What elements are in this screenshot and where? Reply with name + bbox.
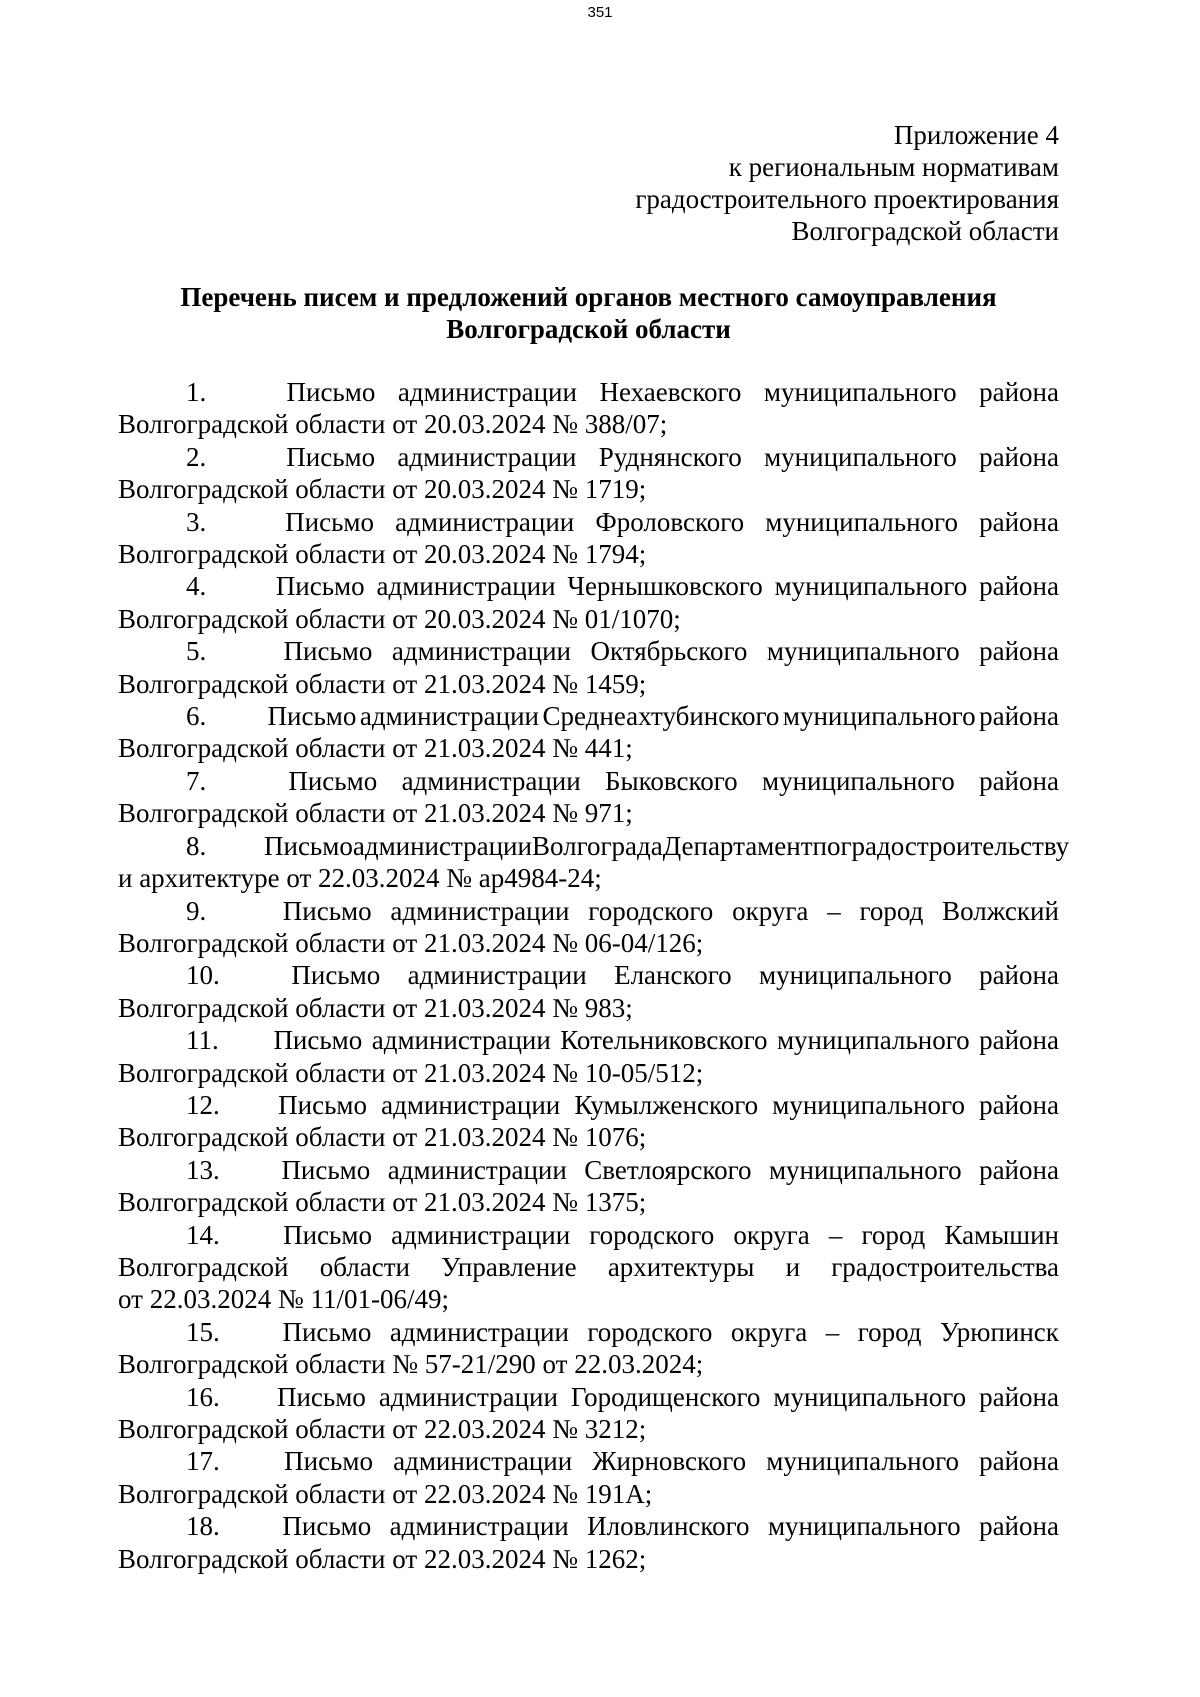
list-item-number: 7. [186,765,207,796]
list-item-word: городского [587,1316,713,1347]
appendix-line: Волгоградской области [791,216,1059,246]
list-item-word: района [979,636,1059,667]
list-item-word: округа [732,895,809,926]
list-item-word: муниципального [766,636,960,667]
appendix-line: Приложение 4 [893,120,1059,150]
list-item-word: муниципального [759,960,952,991]
list-item-word: администрации [376,571,556,602]
list-item-word: муниципального [773,1381,967,1412]
list-item-word: района [979,1511,1059,1542]
list-item [118,700,1059,765]
list-item-word: администрации [378,1381,558,1412]
list-item [118,765,1059,830]
list-item-word: муниципального [774,571,968,602]
appendix-line: градостроительного проектирования [635,184,1059,214]
list-item-word: Письмо [282,1316,372,1347]
list-item-first-line [118,959,1059,991]
list-item-number: 11. [186,1025,219,1056]
list-item-first-line [118,1154,1059,1186]
list-item-word: администрации [393,1446,573,1477]
list-item-continuation: от 22.03.2024 № 11/01-06/49; [118,1284,449,1315]
list-item [118,1316,1059,1381]
list-item-word: Письмо [278,1089,367,1120]
list-item-word: Чернышковского [567,571,763,602]
list-item-word: Среднеахтубинского [542,701,780,732]
list-item-word: Письмо [276,1381,366,1412]
document-title-line: Перечень писем и предложений органов местного самоуправления [180,282,997,312]
list-item-word: Письмо [283,1219,372,1250]
list-item-word: администрации [352,830,532,861]
list-item-word: Волгограда [531,830,663,861]
list-item-word: округа [733,1219,810,1250]
list-item-continuation: Волгоградской области от 22.03.2024 № 191А; [118,1478,653,1509]
list-item-word: муниципального [764,441,957,472]
list-item-first-line [118,1510,1059,1542]
list-item-word: района [979,377,1059,407]
list-item-word: администрации [389,1316,569,1347]
list-item-word: Письмо [288,765,378,796]
list-item-number: 5. [186,636,207,667]
list-item [118,959,1059,1024]
list-item-word: района [979,441,1059,472]
document-title-line: Волгоградской области [446,314,731,344]
list-item-word: района [979,1089,1059,1120]
list-item-first-line [118,765,1059,797]
list-item-number: 13. [186,1154,220,1185]
list-item-word: Письмо [282,1511,372,1542]
list-item-continuation: Волгоградской области от 22.03.2024 № 3212; [118,1414,647,1444]
list-item-continuation: Волгоградской области от 21.03.2024 № 983; [118,992,633,1023]
list-item-first-line [118,1089,1059,1121]
list-item-word: Письмо [267,701,357,732]
list-item-word: муниципального [782,701,976,732]
list-item-continuation: Волгоградской области от 21.03.2024 № 1076; [118,1122,647,1153]
list-item-word: района [979,960,1059,991]
list-item-word: Письмо [282,895,372,926]
list-item-continuation: Волгоградской области № 57-21/290 от 22.03.2024; [118,1349,704,1380]
list-item-number: 18. [186,1511,220,1542]
list-item-number: 1. [186,377,207,407]
list-item-word: Письмо [286,441,376,472]
list-item-continuation: Волгоградской области от 20.03.2024 № 1719; [118,474,647,505]
list-item-number: 4. [186,571,207,602]
list-item-continuation: Волгоградской области от 21.03.2024 № 971; [118,798,633,829]
list-item-word: градостроительству [840,830,1070,861]
list-item-word: – [825,1316,840,1347]
list-item-word: Управление [441,1251,577,1282]
list-item-word: администрации [389,1511,569,1542]
list-item-continuation: Волгоградской области от 20.03.2024 № 01/1070; [118,603,681,634]
list-item-word: администрации [391,636,572,667]
list-item-word: администрации [381,1089,561,1120]
list-item [118,1219,1059,1316]
list-item-first-line [118,506,1059,538]
list-item-word: муниципального [772,1089,965,1120]
list-item-continuation [118,1251,1059,1283]
list-item-continuation: Волгоградской области от 21.03.2024 № 441; [118,733,633,764]
list-item-word: администрации [359,701,540,732]
list-item-word: Письмо [264,830,353,861]
list-item-word: Нехаевского [599,377,742,407]
list-item-first-line [118,1024,1059,1056]
list-item-word: администрации [395,506,575,537]
list-item-word: муниципального [762,765,955,796]
list-item-word: администрации [401,765,581,796]
list-item-word: Письмо [281,1154,371,1185]
list-item-word: Волжский [942,895,1059,926]
list-item-word: администрации [407,960,587,991]
list-item-continuation: Волгоградской области от 20.03.2024 № 1794; [118,539,647,570]
list-item-number: 6. [186,701,207,732]
list-item-continuation: Волгоградской области от 21.03.2024 № 1459; [118,668,647,699]
appendix-header [635,119,1059,247]
list-item-word: муниципального [763,377,957,407]
list-item [118,1154,1059,1219]
list-item-word: района [979,506,1059,537]
list-item-word: Письмо [283,636,373,667]
list-item-first-line [118,895,1059,927]
list-item-word: администрации [397,441,577,472]
list-item [118,635,1059,700]
list-item-number: 14. [186,1219,220,1250]
list-item-word: Письмо [275,571,365,602]
list-item-word: администрации [387,1154,567,1185]
list-item-continuation: Волгоградской области от 22.03.2024 № 1262; [118,1543,647,1574]
list-item-word: Письмо [273,1025,363,1056]
list-item-word: района [979,1446,1059,1477]
list-item-word: – [828,1219,843,1250]
list-item-word: Камышин [944,1219,1059,1250]
list-item-word: района [979,701,1059,732]
list-item-word: градостроительства [831,1251,1059,1282]
list-item-word: администрации [390,895,570,926]
list-item-number: 9. [186,895,207,926]
list-item-word: город [857,1316,922,1347]
list-item-first-line [118,441,1059,473]
list-item-number: 8. [186,830,207,861]
list-item-number: 17. [186,1446,220,1477]
list-item-number: 15. [186,1316,220,1347]
document-title [118,281,1059,345]
list-item-word: Урюпинск [940,1316,1059,1347]
list-item [118,1089,1059,1154]
list-item-word: района [979,1025,1059,1056]
list-item-word: муниципального [776,1025,970,1056]
list-item-word: Еланского [614,960,732,991]
list-item-word: Фроловского [595,506,745,537]
list-item-word: Письмо [291,960,381,991]
list-item-word: муниципального [765,506,958,537]
list-item-number: 10. [186,960,220,991]
list-item [118,1381,1059,1446]
list-item-word: Городищенского [570,1381,761,1412]
list-item-first-line [118,1445,1059,1477]
list-item-continuation: Волгоградской области от 21.03.2024 № 10-05/512; [118,1057,704,1088]
list-item-word: администрации [397,377,577,407]
list-item [118,1445,1059,1510]
list-item-first-line [118,830,1070,862]
list-item-continuation: и архитектуре от 22.03.2024 № ар4984-24; [118,863,602,894]
list-item-word: района [979,765,1059,796]
list-item-word: город [861,1219,926,1250]
list-item-word: района [979,1154,1059,1185]
list-item-word: муниципального [768,1154,962,1185]
list-item-word: области [319,1251,410,1282]
list-item [118,376,1059,441]
list-item-word: округа [730,1316,808,1347]
list-item-word: Быковского [605,765,738,796]
list-item-first-line [118,1219,1059,1251]
list-item-first-line [118,700,1059,732]
list-item-first-line [118,376,1059,408]
list-item-number: 2. [186,441,207,472]
list-item-number: 16. [186,1381,220,1412]
list-item-word: Котельниковского [560,1025,768,1056]
list-item-word: администрации [391,1219,571,1250]
list-item-word: город [859,895,924,926]
list-item-word: Жирновского [592,1446,747,1477]
list-item-word: по [812,830,841,861]
list-item [118,570,1059,635]
list-item-word: Иловлинского [587,1511,750,1542]
list-item-word: и [785,1251,801,1282]
list-item-first-line [118,635,1059,667]
list-item-word: городского [589,1219,715,1250]
list-item-word: муниципального [767,1511,961,1542]
list-item [118,830,1070,895]
list-item-word: Кумылженского [574,1089,759,1120]
list-item-number: 12. [186,1089,220,1120]
list-item-continuation: Волгоградской области от 20.03.2024 № 388/07; [118,409,668,440]
list-item [118,441,1059,506]
list-item-continuation: Волгоградской области от 21.03.2024 № 1375; [118,1187,647,1218]
list-item-word: – [827,895,841,926]
list-item-first-line [118,1316,1059,1348]
letter-list [118,376,1070,1575]
list-item-number: 3. [186,506,207,537]
list-item-word: муниципального [766,1446,959,1477]
list-item-word: района [979,1381,1059,1412]
list-item-word: Департамент [662,830,813,861]
list-item-first-line [118,570,1059,602]
list-item-word: Волгоградской [118,1251,289,1282]
list-item-word: Письмо [285,506,374,537]
list-item-word: Светлоярского [584,1154,752,1185]
list-item-word: архитектуры [607,1251,755,1282]
list-item [118,1024,1059,1089]
list-item [118,506,1059,571]
list-item-word: Письмо [286,377,376,407]
page-number: 351 [587,4,613,21]
list-item-word: Руднянского [598,441,742,472]
list-item-word: Письмо [284,1446,373,1477]
list-item-continuation: Волгоградской области от 21.03.2024 № 06-04/126; [118,927,704,958]
list-item-word: района [979,571,1059,602]
list-item [118,1510,1059,1575]
appendix-line: к региональным нормативам [728,152,1059,182]
list-item-word: администрации [371,1025,551,1056]
list-item [118,895,1059,960]
list-item-word: городского [588,895,714,926]
list-item-word: Октябрьского [590,636,748,667]
list-item-first-line [118,1381,1059,1413]
